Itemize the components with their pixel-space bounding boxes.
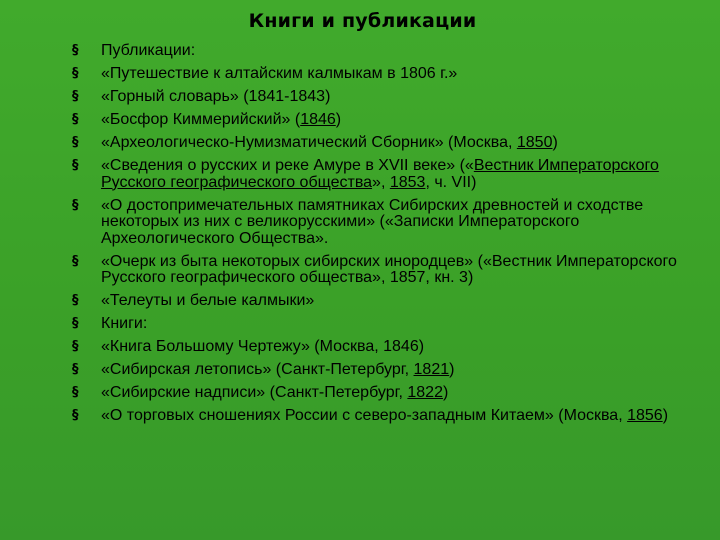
item-text: «Путешествие к алтайским калмыкам в 1806 г.» xyxy=(101,65,458,82)
list-item xyxy=(0,112,720,129)
list-item xyxy=(0,316,720,333)
list-item xyxy=(0,408,720,425)
list-item xyxy=(0,89,720,106)
bullet-icon: § xyxy=(72,43,79,58)
list-item xyxy=(0,66,720,83)
item-text: ) xyxy=(335,111,342,128)
bullet-icon: § xyxy=(72,385,79,400)
item-text: Публикации: xyxy=(101,42,196,59)
item-link[interactable]: Вестник Императорского Русского географического общества xyxy=(101,157,659,191)
slide-title: Книги и публикации xyxy=(248,10,477,32)
list-item xyxy=(0,158,720,191)
item-text: «Археологическо-Нумизматический Сборник» (Москва, xyxy=(101,134,517,151)
item-text: «О достопримечательных памятниках Сибирских древностей и сходстве некоторых из них с великорусскими» («Записки Императорского Археологического Общества». xyxy=(101,196,644,247)
list-item xyxy=(0,339,720,356)
item-text: «Телеуты и белые калмыки» xyxy=(101,292,315,309)
list-item xyxy=(0,254,720,287)
item-link[interactable]: 1822 xyxy=(407,384,443,401)
bullet-icon: § xyxy=(72,339,79,354)
item-text: «Книга Большому Чертежу» (Москва, 1846) xyxy=(101,338,425,355)
item-text: ) xyxy=(552,134,558,151)
item-text: «Горный словарь» (1841-1843) xyxy=(101,88,331,105)
item-text: Книги: xyxy=(101,315,148,332)
item-link[interactable]: 1846 xyxy=(300,111,336,128)
item-text: ) xyxy=(449,361,455,378)
bullet-icon: § xyxy=(72,66,79,81)
bullet-icon: § xyxy=(72,112,79,127)
item-link[interactable]: 1856 xyxy=(627,407,663,424)
item-text: «Босфор Киммерийский» ( xyxy=(101,111,301,128)
list-item xyxy=(0,198,720,248)
item-text: ) xyxy=(662,407,669,424)
item-text: «Очерк из быта некоторых сибирских инородцев» («Вестник Императорского Русского географического общества», 1857, кн. 3) xyxy=(101,252,677,286)
publication-list xyxy=(0,43,720,431)
bullet-icon: § xyxy=(72,89,79,104)
item-text: «О торговых сношениях России с северо-западным Китаем» (Москва, xyxy=(101,407,628,424)
item-text: «Сибирские надписи» (Санкт-Петербург, xyxy=(101,384,408,401)
bullet-icon: § xyxy=(72,408,79,423)
bullet-icon: § xyxy=(72,362,79,377)
item-link[interactable]: 1853 xyxy=(389,173,426,191)
list-item xyxy=(0,135,720,152)
item-text: «Сибирская летопись» (Санкт-Петербург, xyxy=(101,361,414,378)
bullet-icon: § xyxy=(72,293,79,308)
list-item xyxy=(0,293,720,310)
list-item xyxy=(0,385,720,402)
item-text: «Сведения о русских и реке Амуре в XVII веке» (« xyxy=(101,157,474,174)
item-link[interactable]: 1821 xyxy=(413,361,450,378)
item-text: ) xyxy=(442,384,449,401)
item-text: », xyxy=(372,173,390,191)
list-item xyxy=(0,362,720,379)
bullet-icon: § xyxy=(72,158,79,173)
item-link[interactable]: 1850 xyxy=(516,134,553,151)
item-text: , ч. VII) xyxy=(425,173,477,191)
bullet-icon: § xyxy=(72,253,79,269)
bullet-icon: § xyxy=(72,197,79,213)
bullet-icon: § xyxy=(72,135,79,150)
list-item xyxy=(0,43,720,60)
bullet-icon: § xyxy=(72,316,79,331)
